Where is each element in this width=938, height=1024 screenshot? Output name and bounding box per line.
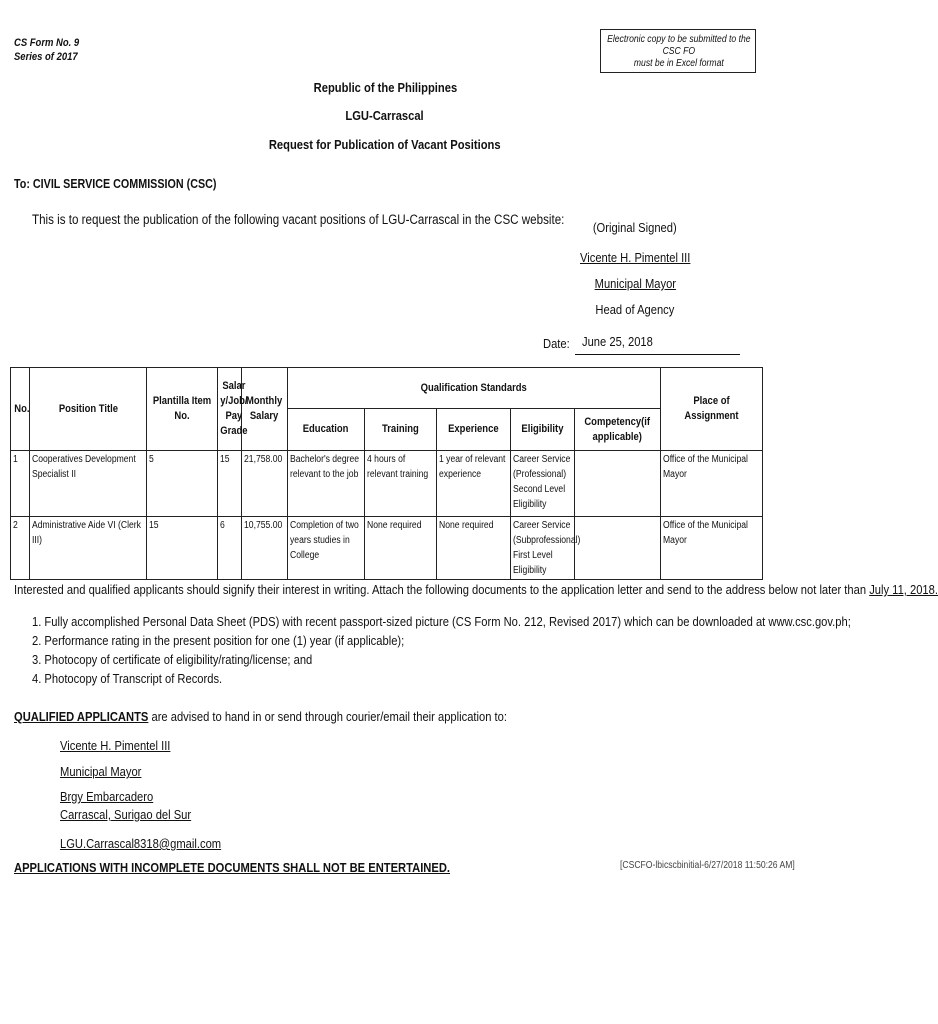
reference-code: [CSCFO-lbicscbinitial-6/27/2018 11:50:26 AM]	[620, 860, 795, 871]
cell-education: Completion of two years studies in College	[288, 517, 365, 580]
qualified-applicants-instruction: QUALIFIED APPLICANTS are advised to hand in or send through courier/email their application to:	[14, 709, 507, 724]
cell-grade: 15	[218, 451, 242, 517]
republic-heading: Republic of the Philippines	[313, 80, 457, 95]
header-place-of-assignment: Place of Assignment	[661, 368, 763, 451]
table-row	[11, 451, 763, 517]
header-position-title: Position Title	[30, 368, 147, 451]
form-number-label: CS Form No. 9	[14, 37, 80, 49]
header-competency: Competency(if applicable)	[575, 409, 661, 451]
requirement-item: 1. Fully accomplished Personal Data Sheet (PDS) with recent passport-sized picture (CS Form No. 212, Revised 2017) which can be downloaded at www.csc.gov.ph;	[32, 614, 851, 629]
signatory-name: Vicente H. Pimentel III	[579, 250, 691, 265]
cell-plantilla: 5	[147, 451, 218, 517]
vacant-positions-table	[10, 367, 763, 580]
signature-status: (Original Signed)	[593, 220, 677, 235]
cell-training: 4 hours of relevant training	[365, 451, 437, 517]
header-training: Training	[365, 409, 437, 451]
addressee-line: To: CIVIL SERVICE COMMISSION (CSC)	[14, 177, 217, 191]
header-experience: Experience	[437, 409, 511, 451]
excel-notice-box	[600, 29, 756, 73]
signatory-position: Municipal Mayor	[594, 276, 676, 291]
cell-no: 1	[11, 451, 30, 517]
address-barangay: Brgy Embarcadero	[60, 789, 154, 804]
address-municipality: Carrascal, Surigao del Sur	[60, 807, 192, 822]
address-position: Municipal Mayor	[60, 764, 142, 779]
requirement-item: 3. Photocopy of certificate of eligibility/rating/license; and	[32, 652, 313, 667]
header-eligibility: Eligibility	[511, 409, 575, 451]
signatory-role: Head of Agency	[595, 302, 675, 317]
cell-salary: 21,758.00	[242, 451, 288, 517]
table-row	[11, 517, 763, 580]
cell-experience: None required	[437, 517, 511, 580]
incomplete-documents-warning: APPLICATIONS WITH INCOMPLETE DOCUMENTS SHALL NOT BE ENTERTAINED.	[14, 860, 451, 875]
cell-competency	[575, 517, 661, 580]
cell-eligibility: Career Service (Professional) Second Level Eligibility	[511, 451, 575, 517]
date-value: June 25, 2018	[582, 334, 653, 349]
header-education: Education	[288, 409, 365, 451]
cell-grade: 6	[218, 517, 242, 580]
header-monthly-salary: Monthly Salary	[242, 368, 288, 451]
cell-education: Bachelor's degree relevant to the job	[288, 451, 365, 517]
header-plantilla-item: Plantilla Item No.	[147, 368, 218, 451]
header-salary-grade: Salar y/Job/ Pay Grade	[218, 368, 242, 451]
cell-assignment: Office of the Municipal Mayor	[661, 517, 763, 580]
date-label: Date:	[543, 336, 570, 351]
cell-experience: 1 year of relevant experience	[437, 451, 511, 517]
cell-competency	[575, 451, 661, 517]
contact-email-link[interactable]: LGU.Carrascal8318@gmail.com	[60, 836, 222, 851]
requirement-item: 2. Performance rating in the present position for one (1) year (if applicable);	[32, 633, 405, 648]
form-number	[14, 36, 79, 64]
cell-no: 2	[11, 517, 30, 580]
excel-notice-text: Electronic copy to be submitted to the CSC FO must be in Excel format	[607, 34, 751, 69]
cell-salary: 10,755.00	[242, 517, 288, 580]
header-no: No.	[11, 368, 30, 451]
document-title: Request for Publication of Vacant Positions	[269, 137, 501, 152]
interest-instruction: Interested and qualified applicants should signify their interest in writing. Attach the following documents to the application letter and send to the address below not later than July 11, 2018.	[14, 582, 938, 597]
requirement-item: 4. Photocopy of Transcript of Records.	[32, 671, 223, 686]
cell-assignment: Office of the Municipal Mayor	[661, 451, 763, 517]
date-underline	[575, 354, 740, 355]
header-qualification-standards: Qualification Standards	[288, 368, 661, 409]
request-statement: This is to request the publication of the following vacant positions of LGU-Carrascal in the CSC website:	[32, 212, 565, 227]
cell-eligibility: Career Service (Subprofessional) First Level Eligibility	[511, 517, 575, 580]
deadline-date: July 11, 2018.	[869, 582, 938, 597]
form-series-label: Series of 2017	[14, 51, 78, 63]
address-name: Vicente H. Pimentel III	[60, 738, 171, 753]
cell-position-title: Cooperatives Development Specialist II	[30, 451, 147, 517]
cell-training: None required	[365, 517, 437, 580]
cell-plantilla: 15	[147, 517, 218, 580]
cell-position-title: Administrative Aide VI (Clerk III)	[30, 517, 147, 580]
agency-heading: LGU-Carrascal	[345, 108, 425, 123]
